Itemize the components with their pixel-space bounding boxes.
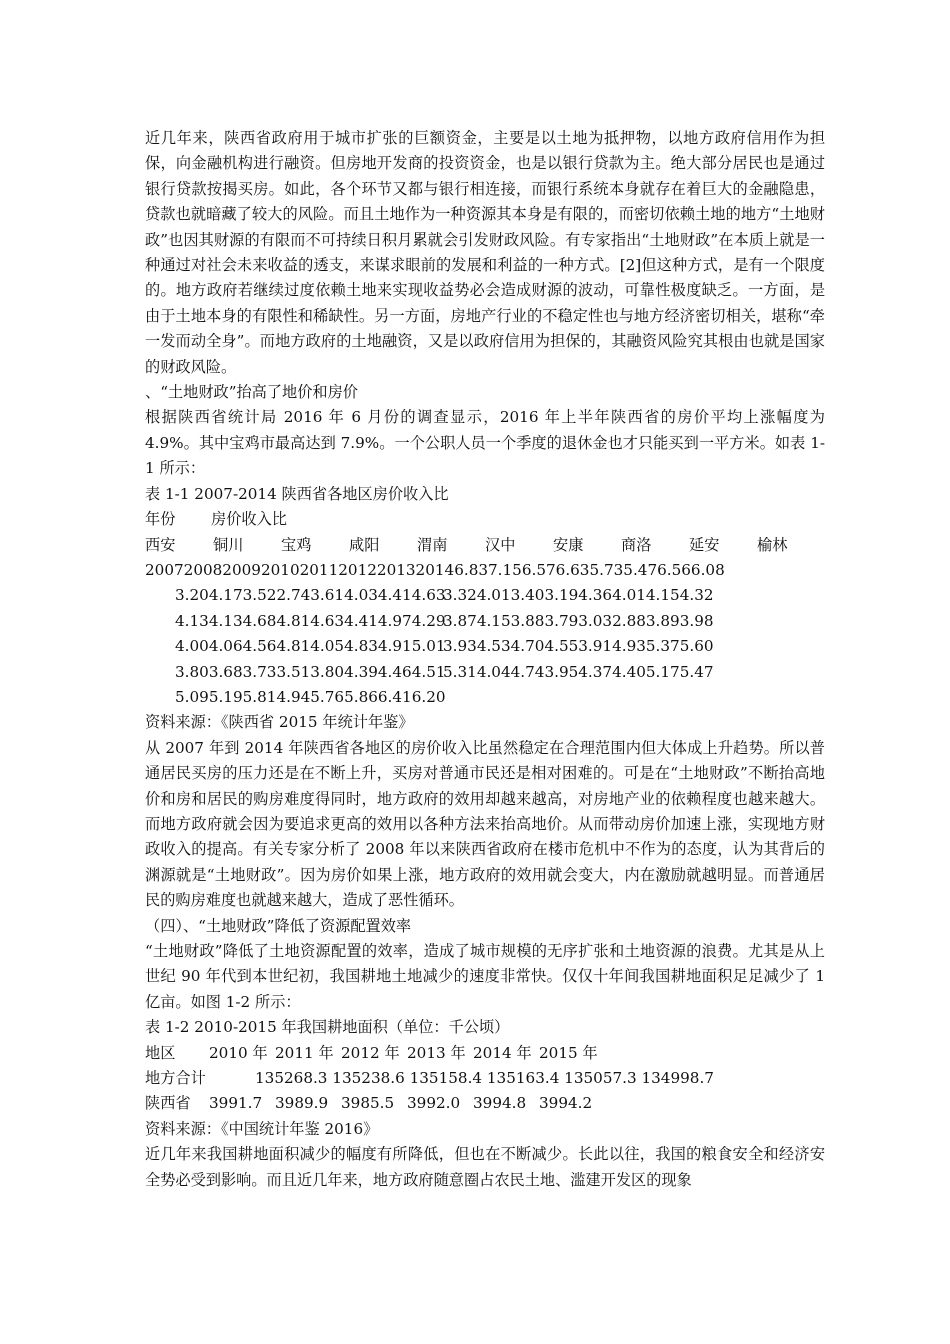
table1-data-left: 3.803.683.733.513.804.394.464.51 (175, 662, 446, 681)
table1-data-left: 3.204.173.522.743.614.034.414.63 (175, 586, 446, 605)
table1-city-row (145, 533, 825, 558)
table1-city: 延安 (689, 535, 720, 554)
table2-total-values: 135268.3 135238.6 135158.4 135163.4 135057.3 134998.7 (255, 1069, 714, 1088)
table2-shaanxi-cell: 3992.0 (407, 1094, 461, 1113)
table1-city: 榆林 (757, 535, 788, 554)
table2-header-cell: 2015 年 (539, 1043, 598, 1062)
table1-data-left: 4.134.134.684.814.634.414.974.29 (175, 611, 446, 630)
table2-header-cell: 2013 年 (407, 1043, 466, 1062)
table1-data-line (145, 634, 825, 659)
table2-header-cell: 2012 年 (341, 1043, 400, 1062)
table2-shaanxi-cell: 陕西省 (145, 1094, 191, 1113)
paragraph-food-security: 近几年来我国耕地面积减少的幅度有所降低，但也在不断减少。长此以往，我国的粮食安全和经济安全势必受到影响。而且近几年来，地方政府随意圈占农民土地、滥建开发区的现象 (145, 1145, 825, 1189)
table1-city: 咸阳 (349, 535, 380, 554)
table2-shaanxi-cell: 3991.7 (209, 1094, 263, 1113)
table1-data-line (145, 583, 825, 608)
table2-header-row (145, 1041, 825, 1066)
table1-data-right: 3.934.534.704.553.914.935.375.60 (443, 637, 714, 656)
table1-header-row (145, 507, 825, 532)
table1-city: 商洛 (621, 535, 652, 554)
table2-header-cell: 2010 年 (209, 1043, 268, 1062)
table1-city: 铜川 (213, 535, 244, 554)
table2-source: 资料来源：《中国统计年鉴 2016》 (145, 1119, 379, 1138)
table1-source: 资料来源：《陕西省 2015 年统计年鉴》 (145, 713, 414, 732)
table1-first-line: 200720082009201020112012201320146.837.156.576.635.735.476.566.08 (145, 560, 725, 579)
table1-city: 渭南 (417, 535, 448, 554)
table2-shaanxi-cell: 3989.9 (275, 1094, 329, 1113)
table1-header-ratio: 房价收入比 (211, 510, 287, 529)
table2-header-cell: 2014 年 (473, 1043, 532, 1062)
table2-shaanxi-row (145, 1091, 825, 1116)
table2-shaanxi-cell: 3994.8 (473, 1094, 527, 1113)
table1-data-right: 3.874.153.883.793.032.883.893.98 (443, 611, 714, 630)
table1-data-left: 4.004.064.564.814.054.834.915.01 (175, 637, 446, 656)
table2-total-label: 地方合计 (145, 1069, 206, 1088)
table2-total-row (145, 1066, 825, 1091)
paragraph-financial-risk: 近几年来，陕西省政府用于城市扩张的巨额资金，主要是以土地为抵押物，以地方政府信用作为担保，向金融机构进行融资。但房地开发商的投资资金，也是以银行贷款为主。绝大部分居民也是通过银行贷款按揭买房。如此，各个环节又都与银行相连接，而银行系统本身就存在着巨大的金融隐患，贷款也就暗藏了较大的风险。而且土地作为一种资源其本身是有限的，而密切依赖土地的地方“土地财政”也因其财源的有限而不可持续日积月累就会引发财政风险。有专家指出“土地财政”在本质上就是一种通过对社会未来收益的透支，来谋求眼前的发展和利益的一种方式。[2]但这种方式，是有一个限度的。地方政府若继续过度依赖土地来实现收益势必会造成财源的波动，可靠性极度缺乏。一方面，是由于土地本身的有限性和稀缺性。另一方面，房地产行业的不稳定性也与地方经济密切相关，堪称“牵一发而动全身”。而地方政府的土地融资，又是以政府信用为担保的，其融资风险究其根由也就是国家的财政风险。 (145, 129, 825, 376)
table1-city: 宝鸡 (281, 535, 312, 554)
paragraph-farmland-decrease: “土地财政”降低了土地资源配置的效率，造成了城市规模的无序扩张和土地资源的浪费。尤其是从上世纪 90 年代到本世纪初，我国耕地土地减少的速度非常快。仅仅十年间我国耕地面积足足减少了 1 亿亩。如图 1-2 所示： (145, 942, 825, 1011)
table1-city: 汉中 (485, 535, 516, 554)
table1-city: 安康 (553, 535, 584, 554)
table1-data-right: 5.314.044.743.954.374.405.175.47 (443, 662, 714, 681)
table2-shaanxi-cell: 3994.2 (539, 1094, 593, 1113)
section-heading-resource-allocation: （四）、“土地财政”降低了资源配置效率 (145, 916, 412, 935)
document-page (145, 126, 825, 1193)
table1-header-year: 年份 (145, 510, 176, 529)
table2-shaanxi-cell: 3985.5 (341, 1094, 395, 1113)
paragraph-house-price-survey: 根据陕西省统计局 2016 年 6 月份的调查显示，2016 年上半年陕西省的房价平均上涨幅度为 4.9%。其中宝鸡市最高达到 7.9%。一个公职人员一个季度的退休金也才只能买到一平方米。如表 1-1 所示： (145, 408, 825, 478)
table2-caption: 表 1-2 2010-2015 年我国耕地面积（单位：千公顷） (145, 1018, 510, 1037)
table1-data-line (145, 660, 825, 685)
paragraph-income-ratio-analysis: 从 2007 年到 2014 年陕西省各地区的房价收入比虽然稳定在合理范围内但大体成上升趋势。所以普通居民买房的压力还是在不断上升，买房对普通市民还是相对困难的。可是在“土地财政”不断抬高地价和房和居民的购房难度得同时，地方政府的效用却越来越高，对房地产业的依赖程度也越来越大。而地方政府就会因为要追求更高的效用以各种方法来抬高地价。从而带动房价加速上涨，实现地方财政收入的提高。有关专家分析了 2008 年以来陕西省政府在楼市危机中不作为的态度，认为其背后的渊源就是“土地财政”。因为房价如果上涨，地方政府的效用就会变大，内在激励就越明显。而普通居民的购房难度也就越来越大，造成了恶性循环。 (145, 738, 825, 910)
table1-data-line (145, 609, 825, 634)
table2-header-cell: 地区 (145, 1043, 176, 1062)
table1-city: 西安 (145, 535, 176, 554)
table1-data-right: 3.324.013.403.194.364.014.154.32 (443, 586, 714, 605)
section-heading-land-price: 、“土地财政”抬高了地价和房价 (145, 383, 358, 402)
table2-header-cell: 2011 年 (275, 1043, 334, 1062)
table1-caption: 表 1-1 2007-2014 陕西省各地区房价收入比 (145, 484, 449, 503)
table1-last-line: 5.095.195.814.945.765.866.416.20 (175, 687, 446, 706)
